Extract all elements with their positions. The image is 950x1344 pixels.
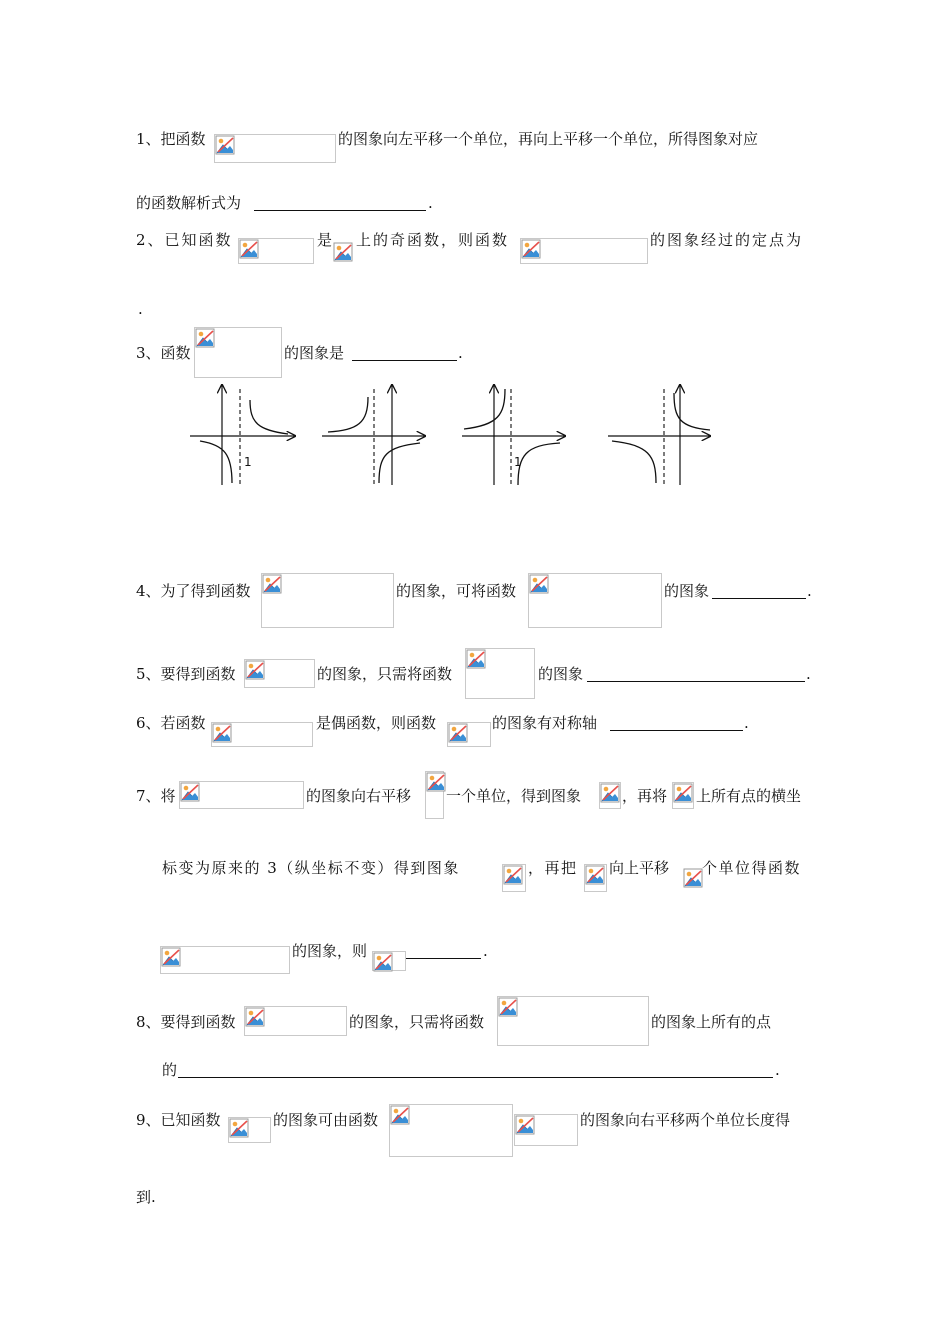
q3-suffix: 的图象是: [284, 344, 345, 362]
broken-image-icon: [180, 782, 200, 802]
graph-option-c: [462, 385, 565, 485]
formula-image: [584, 864, 607, 892]
period: .: [744, 714, 749, 732]
broken-image-icon: [333, 242, 353, 262]
formula-image: [389, 1104, 513, 1157]
formula-image: [528, 573, 662, 628]
answer-blank: [352, 360, 457, 361]
q1-prefix: 1、把函数: [136, 130, 206, 148]
broken-image-icon: [373, 952, 393, 972]
period: .: [775, 1061, 780, 1079]
answer-blank: [610, 730, 743, 731]
period: .: [428, 194, 433, 212]
broken-image-icon: [195, 328, 215, 348]
formula-image: [447, 722, 491, 747]
q8-suffix: 的图象上所有的点: [651, 1013, 772, 1031]
period: .: [483, 942, 488, 960]
q4-prefix: 4、为了得到函数: [136, 582, 251, 600]
broken-image-icon: [161, 947, 181, 967]
formula-image: [425, 771, 444, 819]
formula-image: [514, 1114, 578, 1146]
broken-image-icon: [600, 783, 620, 803]
q7-line2-a: 标变为原来的 3（纵坐标不变）得到图象: [162, 859, 460, 877]
answer-blank: [712, 598, 806, 599]
formula-image: [502, 864, 526, 892]
formula-image: [520, 238, 648, 264]
q3-prefix: 3、函数: [136, 344, 191, 362]
broken-image-icon: [390, 1105, 410, 1125]
formula-image: [261, 573, 394, 628]
q2-prefix: 2、已知函数: [136, 231, 233, 249]
broken-image-icon: [503, 865, 523, 885]
formula-image: [179, 781, 304, 809]
formula-image: [214, 134, 336, 163]
period: .: [807, 582, 812, 600]
broken-image-icon: [426, 772, 446, 792]
q8-line2: 的: [162, 1061, 178, 1079]
period: .: [458, 344, 463, 362]
broken-image-icon: [239, 239, 259, 259]
q9-suffix: 的图象向右平移两个单位长度得: [580, 1111, 791, 1129]
broken-image-icon: [683, 868, 703, 888]
formula-image: [238, 238, 314, 264]
q6-prefix: 6、若函数: [136, 714, 206, 732]
q7-text-a: 的图象向右平移: [306, 787, 412, 805]
answer-blank: [406, 958, 481, 959]
broken-image-icon: [529, 574, 549, 594]
broken-image-icon: [245, 660, 265, 680]
broken-image-icon: [262, 574, 282, 594]
q1-text: 的图象向左平移一个单位，再向上平移一个单位，所得图象对应: [338, 130, 759, 148]
broken-image-icon: [498, 997, 518, 1017]
broken-image-icon: [673, 783, 693, 803]
formula-image: [672, 782, 694, 809]
q7-text-b: 一个单位，得到图象: [446, 787, 582, 805]
broken-image-icon: [521, 239, 541, 259]
formula-image: [465, 648, 535, 699]
q8-prefix: 8、要得到函数: [136, 1013, 236, 1031]
graph-options: [180, 375, 720, 490]
q6-text: 是偶函数，则函数: [316, 714, 437, 732]
formula-image: [228, 1117, 271, 1143]
answer-blank: [587, 681, 805, 682]
broken-image-icon: [215, 135, 235, 155]
q7-text-d: 上所有点的横坐: [696, 787, 802, 805]
broken-image-icon: [229, 1118, 249, 1138]
answer-blank: [254, 210, 426, 211]
formula-image: [333, 242, 353, 262]
formula-image: [244, 1006, 347, 1036]
broken-image-icon: [515, 1115, 535, 1135]
q9-line2: 到.: [136, 1188, 156, 1206]
formula-image: [160, 946, 290, 974]
q4-suffix: 的图象: [664, 582, 710, 600]
q2-is: 是: [317, 231, 333, 249]
formula-image: [244, 659, 315, 688]
q1-line2: 的函数解析式为: [136, 194, 242, 212]
graph-option-b: [322, 385, 425, 485]
q5-text: 的图象，只需将函数: [317, 665, 453, 683]
q7-line2-c: 向上平移: [609, 859, 670, 877]
broken-image-icon: [466, 649, 486, 669]
broken-image-icon: [212, 723, 232, 743]
formula-image: [211, 722, 313, 747]
tick-label: 1: [244, 455, 252, 469]
graph-option-d: [608, 385, 710, 485]
formula-image: [372, 951, 406, 971]
q7-prefix: 7、将: [136, 787, 176, 805]
formula-image: [683, 868, 701, 888]
q2-suffix: 的图象经过的定点为: [650, 231, 804, 249]
tick-label: 1: [514, 455, 522, 469]
broken-image-icon: [448, 723, 468, 743]
broken-image-icon: [245, 1007, 265, 1027]
q7-line2-b: ，再把: [528, 859, 578, 877]
graph-option-a: [190, 385, 295, 485]
period: .: [806, 665, 811, 683]
q7-line3: 的图象，则: [292, 942, 368, 960]
q9-text: 的图象可由函数: [273, 1111, 379, 1129]
q7-text-c: ，再将: [622, 787, 668, 805]
q4-text: 的图象，可将函数: [396, 582, 517, 600]
answer-blank: [178, 1077, 773, 1078]
period: .: [138, 300, 143, 318]
q9-prefix: 9、已知函数: [136, 1111, 221, 1129]
formula-image: [599, 782, 621, 809]
q7-line2-d: 个单位得函数: [702, 859, 802, 877]
q5-prefix: 5、要得到函数: [136, 665, 236, 683]
formula-image: [497, 996, 649, 1046]
q2-text: 上的奇函数，则函数: [356, 231, 510, 249]
formula-image: [194, 327, 282, 378]
q8-text: 的图象，只需将函数: [349, 1013, 485, 1031]
q5-suffix: 的图象: [538, 665, 584, 683]
broken-image-icon: [585, 865, 605, 885]
q6-suffix: 的图象有对称轴: [492, 714, 598, 732]
